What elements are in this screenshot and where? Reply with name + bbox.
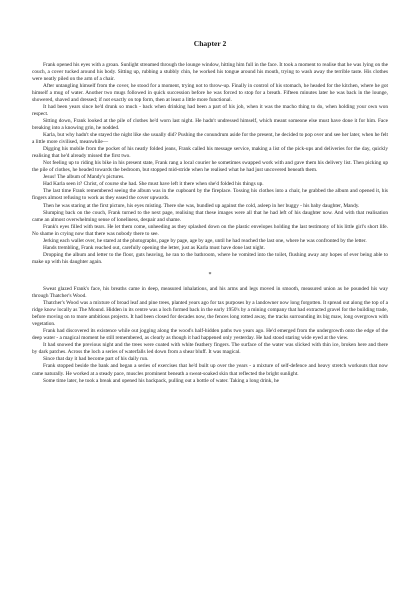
paragraph: Not feeling up to riding his bike in his present state, Frank rang a local courier he sometimes swapped work with and gave them his delivery list. Then picking up the pile of clothes, he headed towards the bedroom, but stopped mid-stride when he realised what he had just uncovered beneath them. bbox=[32, 160, 388, 174]
paragraph: Frank opened his eyes with a groan. Sunlight streamed through the lounge window, hitting him full in the face. It took a moment to realise that he was lying on the couch, a cover tucked around his body. Sitting up, rubbing a stubbly chin, he worked his tongue around his mouth, trying to wash away the terrible taste. His clothes were neatly piled on the arm of a chair. bbox=[32, 61, 388, 82]
paragraph: Digging his mobile from the pocket of his neatly folded jeans, Frank called his message service, making a list of the pick-ups and deliveries for the day, quickly realising that he'd already missed the first two. bbox=[32, 146, 388, 160]
paragraph: Frank had discovered its existence while out jogging along the wood's half-hidden paths two years ago. He'd emerged from the undergrowth onto the edge of the deep water - a magical moment he still remembered, as clearly as though it had happened only yesterday. He had stood staring wide eyed at the view. bbox=[32, 328, 388, 342]
chapter-body-part-2 bbox=[32, 286, 388, 385]
spacer bbox=[32, 278, 388, 286]
document-page bbox=[32, 40, 388, 385]
paragraph: Had Karla seen it? Christ, of course she had. She must have left it there when she'd folded his things up. bbox=[43, 181, 264, 188]
paragraph: Dropping the album and letter to the floor, guts heaving, he ran to the bathroom, where he vomited into the toilet, flushing away any hopes of ever being able to make up with his daughter again. bbox=[32, 251, 388, 265]
paragraph: Since that day it had become part of his daily run. bbox=[43, 356, 149, 363]
paragraph: Karla, but why hadn't she stayed the night like she usually did? Pushing the conundrum aside for the present, he decided to pop over and see her later, when he felt a little more civilised, meanwhile— bbox=[32, 132, 388, 146]
paragraph: Slumping back on the couch, Frank turned to the next page, realising that these images were all that he had left of his daughter now. And with that realisation came an almost overwhelming sense of loneliness, despair and shame. bbox=[32, 209, 388, 223]
chapter-title: Chapter 2 bbox=[193, 39, 227, 48]
paragraph: It had snowed the previous night and the trees were coated with white feathery fingers. The surface of the water was slicked with thin ice, broken here and there by dark patches. Across the loch a series of waterfalls led down from a shear bluff. It was magical. bbox=[32, 342, 388, 356]
paragraph: After untangling himself from the cover, he stood for a moment, trying not to throw-up. Finally in control of his stomach, he headed for the kitchen, where he got himself a mug of water. Another two mugs followed in quick succession before he was forced to stop for a breath. Fifteen minutes later he was back in the lounge, showered, shaved and dressed; if not exactly on top form, then at least a little more functional. bbox=[32, 82, 388, 103]
paragraph: Frank's eyes filled with tears. He let them come, unheeding as they splashed down on the plastic envelopes holding the last testimony of his little girl's short life. No shame in crying now that there was nobody there to see. bbox=[32, 223, 388, 237]
paragraph: Jerking each wallet over, he stared at the photographs, page by page, age by age, until he had reached the last one, where he was confronted by the letter. bbox=[43, 237, 367, 244]
paragraph: Some time later, he took a break and opened his backpack, pulling out a bottle of water. Taking a long drink, he bbox=[43, 377, 279, 384]
paragraph: Then he was staring at the first picture, his eyes misting. There she was, bundled up against the cold, asleep in her buggy - his baby daughter, Mandy. bbox=[43, 202, 360, 209]
scene-break-marker: * bbox=[208, 271, 212, 278]
paragraph: Frank stopped beside the bank and began a series of exercises that he'd built up over the years - a mixture of self-defence and heavy stretch workouts that now came naturally. He worked at a steady pace, muscles prominent beneath a sweat-soaked skin that reflected the bright sunlight. bbox=[32, 363, 388, 377]
paragraph: It had been years since he'd drunk so much - back when drinking had been a part of his job, when it was the macho thing to do, when holding your own won respect. bbox=[32, 103, 388, 117]
paragraph: Sitting down, Frank looked at the pile of clothes he'd worn last night. He hadn't undressed himself, which meant someone else must have done it for him. Face breaking into a knowing grin, he nodded. bbox=[32, 117, 388, 132]
chapter-body-part-1 bbox=[32, 62, 388, 266]
paragraph: Sweat glazed Frank's face, his breaths came in deep, measured inhalations, and his arms and legs moved in smooth, measured union as he pounded his way through Thatcher's Wood. bbox=[32, 285, 388, 299]
paragraph: Jesus! The album of Mandy's pictures. bbox=[43, 174, 125, 181]
paragraph: The last time Frank remembered seeing the album was in the cupboard by the fireplace. Tossing his clothes into a chair, he grabbed the album and opened it, his fingers almost refusing to work as they eased the cover upwards. bbox=[32, 188, 388, 202]
paragraph: Thatcher's Wood was a mixture of broad leaf and pine trees, planted years ago for tax purposes by a landowner now long forgotten. It spread out along the top of a ridge know locally as The Mound. Hidden in its centre was a loch formed back in the early 1950's by a mining company that had extracted gravel for the building trade, before moving on to more ambitious projects. It had been closed for decades now, the fences long rotted away, the tracks surrounding its big maw, long overgrown with vegetation. bbox=[32, 300, 388, 328]
paragraph: Hands trembling, Frank reached out, carefully opening the letter, just as Karla must have done last night. bbox=[43, 244, 265, 251]
